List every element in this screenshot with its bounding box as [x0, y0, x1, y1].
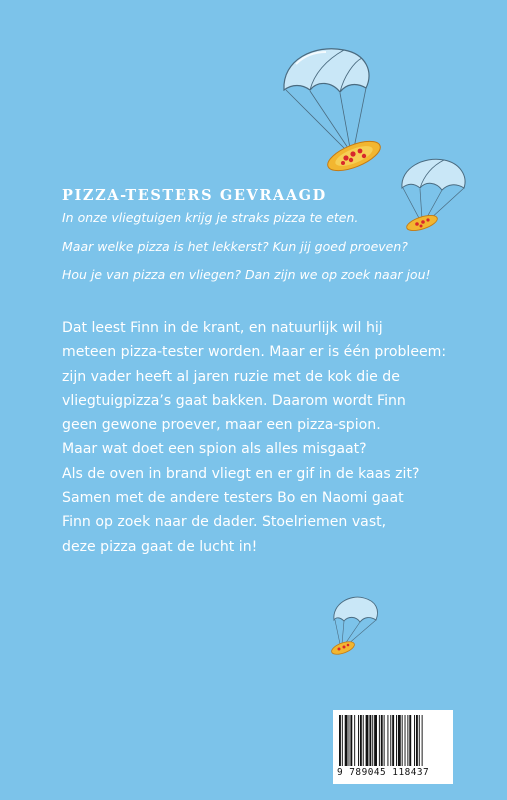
blurb-line: deze pizza gaat de lucht in! — [62, 538, 258, 555]
pizza-parachute-icon — [274, 38, 394, 178]
blurb-line: Samen met de andere testers Bo en Naomi gaat — [62, 490, 404, 507]
ad-line: Maar welke pizza is het lekkerst? Kun jij goed proeven? — [62, 239, 408, 254]
blurb-line: meteen pizza-tester worden. Maar er is één probleem: — [62, 344, 447, 361]
ad-line: In onze vliegtuigen krijg je straks pizza te eten. — [62, 210, 359, 225]
isbn-number: 9 789045 118437 — [337, 767, 430, 778]
blurb-line: Maar wat doet een spion als alles misgaat? — [62, 441, 367, 458]
pizza-parachute-icon — [326, 592, 386, 658]
blurb-line: Dat leest Finn in de krant, en natuurlijk wil hij — [62, 320, 383, 336]
blurb-line: Als de oven in brand vliegt en er gif in de kaas zit? — [62, 465, 420, 482]
blurb-line: zijn vader heeft al jaren ruzie met de kok die de — [62, 368, 400, 385]
blurb-line: Finn op zoek naar de dader. Stoelriemen vast, — [62, 514, 387, 531]
blurb-text — [62, 316, 462, 559]
blurb-line: vliegtuigpizza’s gaat bakken. Daarom wordt Finn — [62, 392, 406, 409]
ad-line: Hou je van pizza en vliegen? Dan zijn we op zoek naar jou! — [62, 267, 431, 282]
barcode — [333, 710, 453, 784]
barcode-bars — [339, 715, 447, 766]
ad-heading: PIZZA-TESTERS GEVRAAGD — [62, 187, 327, 204]
pizza-parachute-icon — [396, 152, 476, 240]
blurb-line: geen gewone proever, maar een pizza-spion. — [62, 417, 381, 434]
